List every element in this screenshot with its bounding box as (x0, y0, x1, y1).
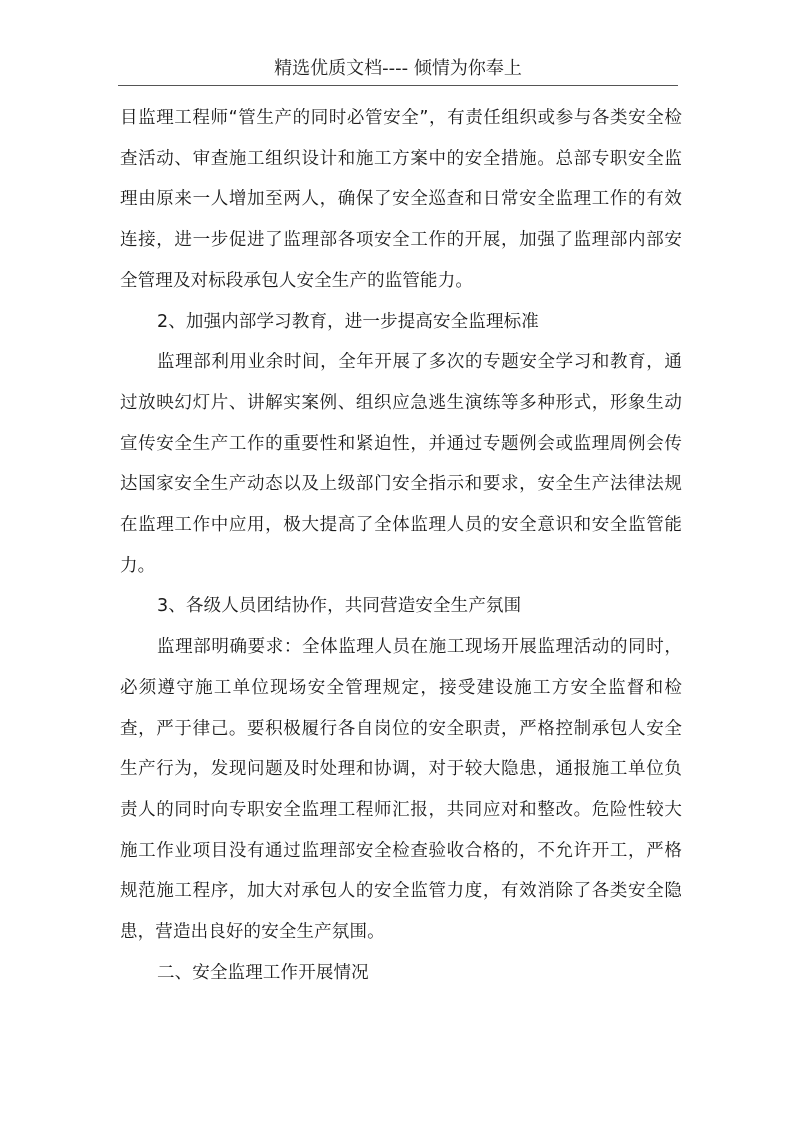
document-body (120, 98, 682, 993)
paragraph-cooperation: 监理部明确要求：全体监理人员在施工现场开展监理活动的同时，必须遵守施工单位现场安全管理规定，接受建设施工方安全监督和检查，严于律己。要积极履行各自岗位的安全职责，严格控制承包人安全生产行为，发现问题及时处理和协调，对于较大隐患，通报施工单位负责人的同时向专职安全监理工程师汇报，共同应对和整改。危险性较大施工作业项目没有通过监理部安全检查验收合格的，不允许开工，严格规范施工程序，加大对承包人的安全监管力度，有效消除了各类安全隐患，营造出良好的安全生产氛围。 (120, 637, 682, 943)
paragraph-continuation: 目监理工程师“管生产的同时必管安全”，有责任组织或参与各类安全检查活动、审查施工组织设计和施工方案中的安全措施。总部专职安全监理由原来一人增加至两人，确保了安全巡查和日常安全监理工作的有效连接，进一步促进了监理部各项安全工作的开展，加强了监理部内部安全管理及对标段承包人安全生产的监管能力。 (120, 108, 682, 291)
section-heading-3: 3、各级人员团结协作，共同营造安全生产氛围 (157, 596, 522, 617)
chapter-heading-2: 二、安全监理工作开展情况 (157, 962, 369, 983)
page-header: 精选优质文档---- 倾情为你奉上 (118, 55, 678, 86)
paragraph-study-education: 监理部利用业余时间，全年开展了多次的专题安全学习和教育，通过放映幻灯片、讲解实案例、组织应急逃生演练等多种形式，形象生动宣传安全生产工作的重要性和紧迫性，并通过专题例会或监理周例会传达国家安全生产动态以及上级部门安全指示和要求，安全生产法律法规在监理工作中应用，极大提高了全体监理人员的安全意识和安全监管能力。 (120, 352, 682, 576)
section-heading-2: 2、加强内部学习教育，进一步提高安全监理标准 (157, 311, 539, 332)
